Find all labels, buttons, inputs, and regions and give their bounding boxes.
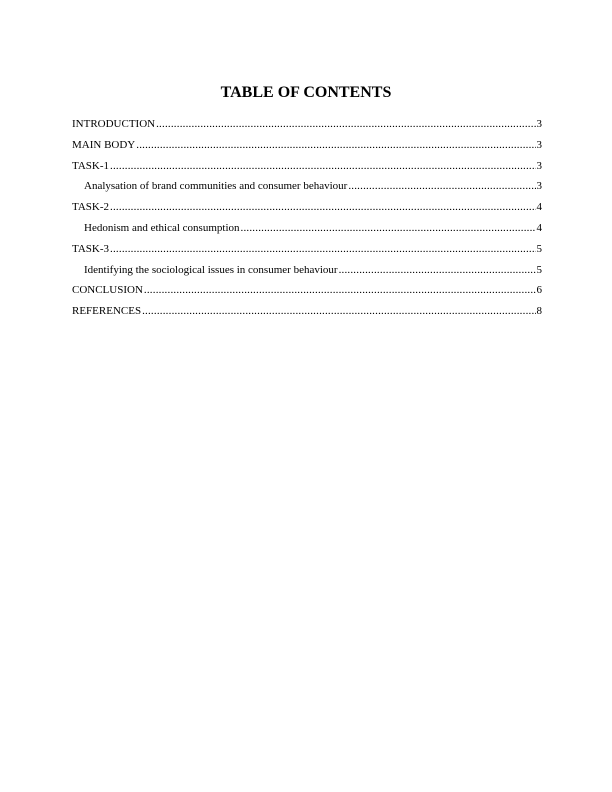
toc-entry-label: TASK-2 [72, 201, 110, 214]
toc-page-number: 4 [536, 201, 542, 214]
toc-dot-leader [156, 117, 535, 131]
toc-dot-leader [110, 159, 535, 173]
toc-entry-label: Identifying the sociological issues in consumer behaviour [84, 263, 338, 276]
toc-dot-leader [144, 283, 536, 297]
toc-list [72, 117, 542, 325]
toc-entry-main-body[interactable] [72, 138, 542, 159]
toc-page-number: 3 [536, 118, 542, 130]
toc-entry-conclusion[interactable] [72, 283, 542, 304]
toc-entry-label: Analysation of brand communities and consumer behaviour [84, 180, 348, 193]
toc-page-number: 5 [536, 242, 542, 255]
toc-entry-label: Hedonism and ethical consumption [84, 221, 240, 234]
toc-entry-label: MAIN BODY [72, 138, 136, 151]
toc-page-number: 8 [536, 305, 542, 318]
toc-dot-leader [110, 200, 535, 214]
toc-entry-sociological-issues[interactable] [72, 263, 542, 284]
toc-dot-leader [142, 304, 535, 318]
toc-entry-brand-communities[interactable] [72, 179, 542, 200]
toc-dot-leader [241, 221, 536, 235]
toc-dot-leader [348, 179, 535, 193]
toc-entry-label: TASK-1 [72, 159, 110, 172]
toc-page-number: 6 [536, 284, 542, 297]
toc-entry-task-3[interactable] [72, 242, 542, 263]
toc-entry-label: TASK-3 [72, 242, 110, 255]
toc-page-number: 3 [536, 138, 542, 151]
toc-entry-introduction[interactable] [72, 117, 542, 138]
toc-page-number: 3 [536, 180, 542, 193]
toc-dot-leader [110, 242, 535, 256]
toc-entry-label: REFERENCES [72, 305, 142, 318]
toc-page-number: 5 [536, 263, 542, 276]
toc-page-number: 4 [536, 221, 542, 234]
toc-dot-leader [339, 263, 536, 277]
toc-title: TABLE OF CONTENTS [220, 84, 392, 101]
toc-entry-task-2[interactable] [72, 200, 542, 221]
toc-entry-references[interactable] [72, 304, 542, 325]
toc-entry-label: CONCLUSION [72, 284, 143, 297]
toc-entry-task-1[interactable] [72, 159, 542, 180]
toc-entry-hedonism[interactable] [72, 221, 542, 242]
toc-page-number: 3 [536, 159, 542, 172]
toc-dot-leader [136, 138, 535, 152]
toc-entry-label: INTRODUCTION [72, 118, 156, 130]
